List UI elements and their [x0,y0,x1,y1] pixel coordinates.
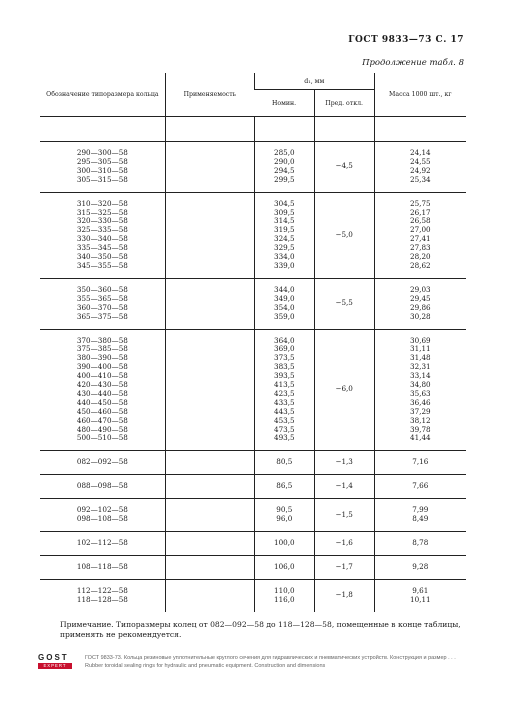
application-cell-text [166,536,254,550]
application-cell [165,329,254,451]
tolerance-cell-text: −1,7 [335,561,353,571]
table-continuation-label: Продолжение табл. 8 [362,58,464,68]
nominal-cell-text: 90,5 96,0 [276,505,293,524]
footer-line-ru: ГОСТ 9833-73. Кольца резиновые уплотнительные круглого сечения для гидравлических и пневматических устройств. Конструкция и размер . . . [85,655,456,661]
designation-cell [40,451,165,475]
nominal-cell [254,142,314,193]
tolerance-cell [314,451,374,475]
application-cell [165,451,254,475]
nominal-cell-text: 364,0 369,0 373,5 383,5 393,5 413,5 423,5 433,5 443,5 453,5 473,5 493,5 [274,335,295,443]
table-row [40,192,466,278]
designation-cell [40,579,165,611]
mass-cell-text: 8,78 [412,538,429,547]
nominal-cell-text: 110,0 116,0 [274,585,295,604]
application-cell-text [166,480,254,494]
nominal-cell [254,451,314,475]
nominal-cell [254,499,314,532]
application-cell-text [166,508,254,522]
application-cell-text [166,456,254,470]
header-application: Применяемость [165,73,254,117]
logo-band: EXPERT [38,663,72,669]
mass-cell [374,329,466,451]
nominal-cell-text: 106,0 [274,561,295,571]
nominal-cell [254,329,314,451]
designation-cell [40,532,165,556]
application-cell [165,192,254,278]
table-row [40,451,466,475]
table-body [40,117,466,612]
nominal-cell [254,579,314,611]
tolerance-cell [314,532,374,556]
designation-cell-text: 290—300—58 295—305—58 300—310—58 305—315—58 [76,148,128,184]
nominal-cell [254,192,314,278]
tolerance-cell-text: −4,5 [335,161,353,171]
designation-cell [40,329,165,451]
table-row [40,579,466,611]
mass-cell [374,278,466,329]
header-tolerance: Пред. откл. [314,90,374,117]
mass-cell-text: 29,03 29,45 29,86 30,28 [410,284,431,321]
tolerance-cell-text: −5,5 [335,298,353,308]
designation-cell [40,142,165,193]
application-cell-text [166,560,254,574]
table-note: Примечание. Типоразмеры колец от 082—092—58 до 118—128—58, помещенные в конце таблицы, применять не рекомендуется. [60,620,461,639]
designation-cell-text: 092—102—58 098—108—58 [76,505,128,524]
tolerance-cell [314,278,374,329]
mass-cell [374,451,466,475]
tolerance-cell [314,555,374,579]
designation-cell-text: 088—098—58 [76,481,128,491]
rings-table [40,73,466,612]
gost-expert-logo [38,653,72,671]
table-row [40,142,466,193]
designation-cell-text: 370—380—58 375—385—58 380—390—58 390—400—58 400—410—58 420—430—58 430—440—58 440—450—58 450—460—58 460—470—58 480—490—58 500—510—58 [76,335,128,443]
footer [38,653,488,671]
mass-cell-text: 25,75 26,17 26,58 27,00 27,41 27,83 28,20 28,62 [410,198,431,270]
table-row [40,499,466,532]
logo-text: GOST [38,653,69,662]
application-cell-text [166,297,254,311]
tolerance-cell-text: −6,0 [335,384,353,394]
designation-cell-text: 102—112—58 [76,538,128,547]
mass-cell-text: 9,61 10,11 [410,585,431,604]
table-row [40,329,466,451]
table-row [40,532,466,556]
tolerance-cell-text: −1,4 [335,481,353,491]
tolerance-cell-text: −1,3 [335,457,353,467]
nominal-cell-text: 344,0 349,0 354,0 359,0 [274,284,295,321]
application-cell [165,499,254,532]
page-header: ГОСТ 9833—73 С. 17 [348,35,464,45]
nominal-cell-text: 100,0 [274,538,295,547]
mass-cell-text: 7,66 [412,481,429,491]
designation-cell-text: 108—118—58 [76,561,128,571]
application-cell [165,555,254,579]
mass-cell-text: 7,16 [412,457,429,467]
designation-cell [40,278,165,329]
application-cell [165,532,254,556]
designation-cell [40,555,165,579]
nominal-cell-text: 86,5 [276,481,293,491]
header-nominal: Номин. [254,90,314,117]
mass-cell [374,532,466,556]
designation-cell-text: 112—122—58 118—128—58 [76,585,128,604]
tolerance-cell-text: −1,6 [335,538,353,547]
nominal-cell-text: 304,5 309,5 314,5 319,5 324,5 329,5 334,0 339,0 [274,198,295,270]
tolerance-cell [314,192,374,278]
mass-cell [374,192,466,278]
designation-cell-text: 082—092—58 [76,457,128,467]
application-cell-text [166,160,254,174]
nominal-cell [254,555,314,579]
application-cell [165,278,254,329]
tolerance-cell [314,329,374,451]
nominal-cell-text: 285,0 290,0 294,5 299,5 [274,148,295,184]
table-row [40,278,466,329]
tolerance-cell [314,579,374,611]
application-cell [165,475,254,499]
designation-cell-text: 310—320—58 315—325—58 320—330—58 325—335—58 330—340—58 335—345—58 340—350—58 345—355—58 [76,198,128,270]
nominal-cell [254,532,314,556]
application-cell-text [166,589,254,603]
table-row [40,555,466,579]
nominal-cell [254,278,314,329]
tolerance-cell [314,475,374,499]
mass-cell [374,555,466,579]
application-cell-text [166,383,254,397]
tolerance-cell-text: −1,8 [335,590,353,600]
designation-cell [40,499,165,532]
mass-cell [374,142,466,193]
application-cell [165,579,254,611]
footer-line-en: Rubber toroidal sealing rings for hydraulic and pneumatic equipment. Construction and dimensions [85,663,326,669]
nominal-cell-text: 80,5 [276,457,293,467]
mass-cell-text: 9,28 [412,561,429,571]
tolerance-cell-text: −5,0 [335,229,353,239]
tolerance-cell [314,142,374,193]
mass-cell [374,475,466,499]
designation-cell-text: 350—360—58 355—365—58 360—370—58 365—375—58 [76,284,128,321]
tolerance-cell [314,499,374,532]
application-cell-text [166,228,254,242]
footer-text [85,654,509,670]
nominal-cell [254,475,314,499]
application-cell [165,142,254,193]
header-d-group: d₁, мм [254,73,374,90]
table-row [40,475,466,499]
mass-cell-text: 7,99 8,49 [412,505,429,524]
header-designation: Обозначение типоразмера кольца [40,73,165,117]
tolerance-cell-text: −1,5 [335,509,353,519]
table-spacer-row [40,117,466,142]
header-mass: Масса 1000 шт., кг [374,73,466,117]
designation-cell [40,192,165,278]
designation-cell [40,475,165,499]
mass-cell-text: 24,14 24,55 24,92 25,34 [410,148,431,184]
mass-cell [374,499,466,532]
mass-cell [374,579,466,611]
mass-cell-text: 30,69 31,11 31,48 32,31 33,14 34,80 35,63 36,46 37,29 38,12 39,78 41,44 [410,335,431,443]
